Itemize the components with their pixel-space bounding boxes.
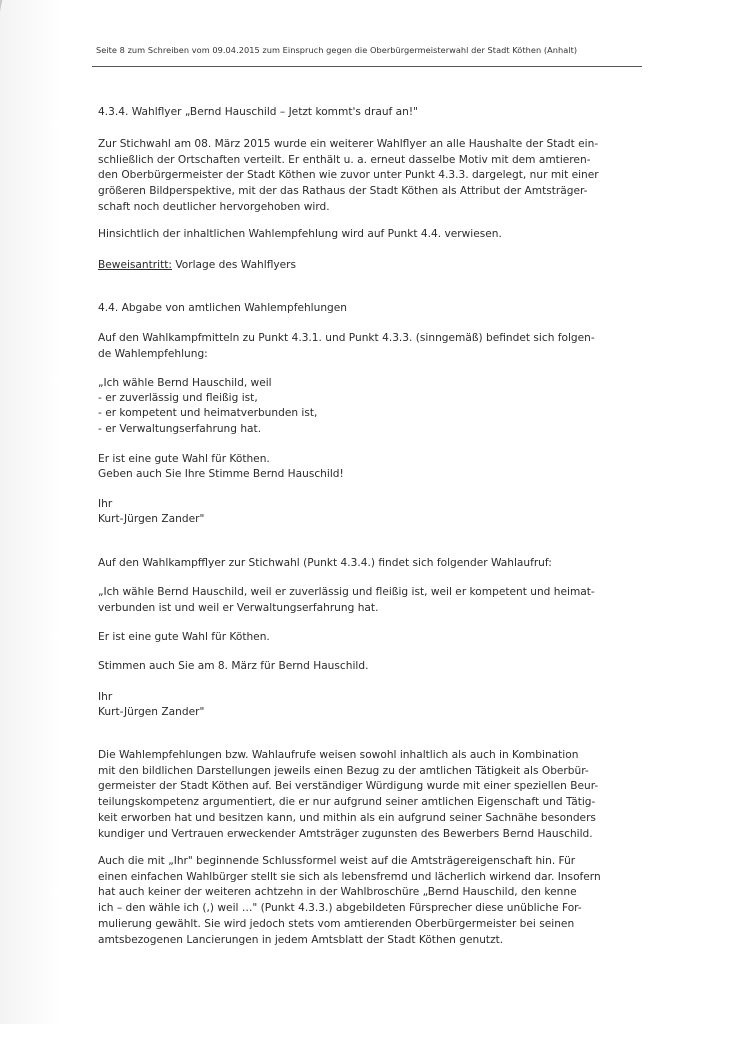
signature-name: Kurt-Jürgen Zander" (98, 513, 205, 526)
paragraph-line: Auch die mit „Ihr" beginnende Schlussformel weist auf die Amtsträgereigenschaft hin. Für (98, 855, 576, 867)
evidence-line (98, 258, 654, 274)
paragraph-line: größeren Bildperspektive, mit der das Rathaus der Stadt Köthen als Attribut der Amtsträger- (98, 185, 588, 198)
signature-1 (98, 497, 654, 527)
paragraph-line: amtsbezogenen Lancierungen in jedem Amtsblatt der Stadt Köthen genutzt. (98, 933, 504, 946)
formula-paragraph (98, 854, 654, 948)
quote-line: „Ich wähle Bernd Hauschild, weil er zuverlässig und fleißig ist, weil er kompetent und heimat- (98, 586, 595, 598)
quote-list (98, 376, 654, 437)
quote-line: - er Verwaltungserfahrung hat. (98, 422, 262, 435)
paragraph-line: schaft noch deutlicher hervorgehoben wird. (98, 200, 330, 213)
paragraph-line: Die Wahlempfehlungen bzw. Wahlaufrufe weisen sowohl inhaltlich als auch in Kombination (98, 749, 579, 761)
paragraph-line: teilungskompetenz argumentiert, die er nur aufgrund seiner amtlichen Eigenschaft und Tätig- (98, 796, 596, 809)
paragraph-line: den Oberbürgermeister der Stadt Köthen wie zuvor unter Punkt 4.3.3. dargelegt, nur mit einer (98, 169, 599, 182)
paragraph-line: mit den bildlichen Darstellungen jeweils einen Bezug zu der amtlichen Tätigkeit als Oberbür- (98, 764, 589, 777)
paragraph-line: hat auch keiner der weiteren achtzehn in der Wahlbroschüre „Bernd Hauschild, den kenne (98, 886, 577, 899)
signature-greeting: Ihr (98, 691, 113, 703)
page-fold-shadow (0, 0, 10, 1060)
paragraph-line: kundiger und Vertrauen erweckender Amtsträger zugunsten des Bewerbers Bernd Hauschild. (98, 827, 593, 840)
quote-line: Geben auch Sie Ihre Stimme Bernd Hauschild! (98, 468, 344, 481)
paragraph-line: germeister der Stadt Köthen auf. Bei verständiger Würdigung wurde mit einer speziellen Beur- (98, 780, 599, 793)
section-434-paragraph (98, 137, 654, 216)
section-434-heading: 4.3.4. Wahlflyer „Bernd Hauschild – Jetzt kommt's drauf an!" (98, 106, 418, 118)
quote-2 (98, 585, 654, 616)
reference-paragraph: Hinsichtlich der inhaltlichen Wahlempfehlung wird auf Punkt 4.4. verwiesen. (98, 228, 502, 240)
quote-line: verbunden ist und weil er Verwaltungserfahrung hat. (98, 601, 379, 614)
quote-closing (98, 452, 654, 482)
evidence-label: Beweisantritt: (98, 259, 172, 271)
paragraph-line: Auf den Wahlkampfmitteln zu Punkt 4.3.1. und Punkt 4.3.3. (sinngemäß) befindet sich folgen- (98, 332, 595, 344)
paragraph-line: mulierung gewählt. Sie wird jedoch stets vom amtierenden Oberbürgermeister bei seinen (98, 917, 575, 930)
paragraph-line: ich – den wähle ich (,) weil …" (Punkt 4.3.3.) abgebildeten Fürsprecher diese unübliche For- (98, 902, 582, 915)
paragraph-line: einen einfachen Wahlbürger stellt sie sich als lebensfremd und lächerlich wirkend dar. Insofern (98, 870, 601, 883)
paragraph-line: Zur Stichwahl am 08. März 2015 wurde ein weiterer Wahlflyer an alle Haushalte der Stadt ein- (98, 138, 599, 150)
analysis-paragraph (98, 748, 654, 842)
quote-line: - er kompetent und heimatverbunden ist, (98, 407, 318, 420)
paragraph-line: keit erworben hat und besitzen kann, und mithin als ein aufgrund seiner Sachnähe besonders (98, 811, 596, 824)
header-rule (92, 66, 642, 67)
paragraph-line: de Wahlempfehlung: (98, 347, 208, 360)
quote-line: „Ich wähle Bernd Hauschild, weil (98, 377, 272, 389)
quote-line: - er zuverlässig und fleißig ist, (98, 392, 258, 405)
flyer-intro: Auf den Wahlkampfflyer zur Stichwahl (Punkt 4.3.4.) findet sich folgender Wahlaufruf: (98, 557, 552, 569)
section-44-intro (98, 331, 654, 362)
section-44-heading: 4.4. Abgabe von amtlichen Wahlempfehlungen (98, 302, 347, 314)
signature-2 (98, 690, 654, 720)
page-header: Seite 8 zum Schreiben vom 09.04.2015 zum Einspruch gegen die Oberbürgermeisterwahl der Stadt Köthen (Anhalt) (96, 45, 578, 55)
signature-greeting: Ihr (98, 498, 113, 510)
quote-line: Er ist eine gute Wahl für Köthen. (98, 453, 270, 465)
paragraph-line: schließlich der Ortschaften verteilt. Er enthält u. a. erneut dasselbe Motiv mit dem amtieren- (98, 153, 591, 166)
quote-2-line-2: Er ist eine gute Wahl für Köthen. (98, 631, 270, 643)
evidence-text: Vorlage des Wahlflyers (171, 259, 297, 271)
signature-name: Kurt-Jürgen Zander" (98, 706, 205, 719)
quote-2-line-3: Stimmen auch Sie am 8. März für Bernd Hauschild. (98, 660, 369, 672)
